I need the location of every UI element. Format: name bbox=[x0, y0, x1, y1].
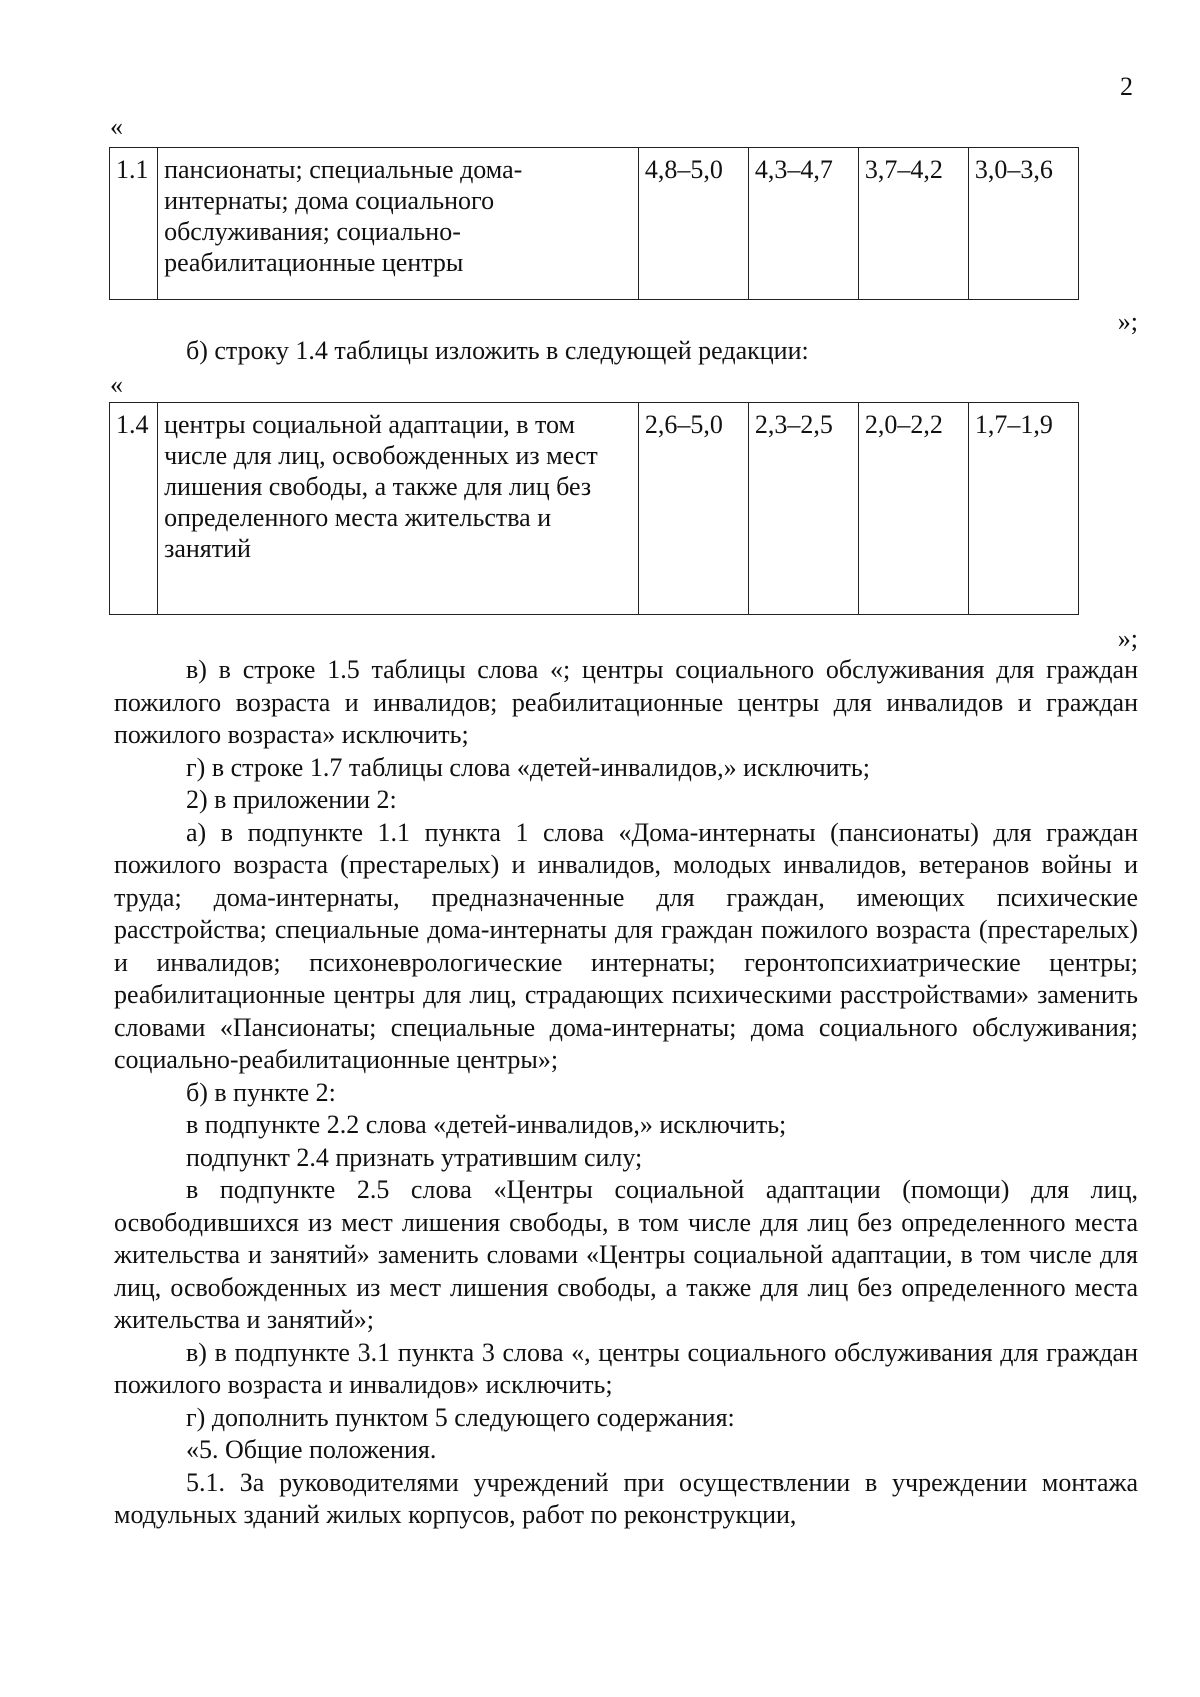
paragraph-b: б) в пункте 2: bbox=[186, 1077, 336, 1107]
paragraph-2-5: в подпункте 2.5 слова «Центры социальной адаптации (помощи) для лиц, освободившихся из мест лишения свободы, в том числе для лиц без определенного места жительства и занятий» заменить словами «Центры социальной адаптации, в том числе для лиц, освобожденных из мест лишения свободы, а также для лиц без определенного места жительства и занятий»; bbox=[114, 1175, 1138, 1334]
row-value-3: 2,0–2,2 bbox=[858, 403, 968, 615]
paragraph-5-1: 5.1. За руководителями учреждений при осуществлении в учреждении монтажа модульных зданий жилых корпусов, работ по реконструкции, bbox=[114, 1467, 1138, 1529]
body-text bbox=[114, 654, 1138, 1532]
paragraph-g-1: г) в строке 1.7 таблицы слова «детей-инвалидов,» исключить; bbox=[186, 752, 870, 782]
paragraph-v-2: в) в подпункте 3.1 пункта 3 слова «, центры социального обслуживания для граждан пожилого возраста и инвалидов» исключить; bbox=[114, 1337, 1138, 1399]
row-value-2: 2,3–2,5 bbox=[748, 403, 858, 615]
row-number: 1.4 bbox=[110, 403, 158, 615]
paragraph-section-5: «5. Общие положения. bbox=[186, 1435, 437, 1464]
open-quote-1: « bbox=[110, 112, 123, 141]
paragraph-g-2: г) дополнить пунктом 5 следующего содержания: bbox=[186, 1402, 735, 1432]
paragraph-2-4: подпункт 2.4 признать утратившим силу; bbox=[186, 1142, 643, 1172]
row-value-1: 4,8–5,0 bbox=[638, 148, 748, 300]
intro-paragraph-b: б) строку 1.4 таблицы изложить в следующей редакции: bbox=[186, 336, 809, 365]
paragraph-v-1: в) в строке 1.5 таблицы слова «; центры социального обслуживания для граждан пожилого возраста и инвалидов; реабилитационные центры для инвалидов и граждан пожилого возраста» исключить; bbox=[114, 655, 1138, 749]
open-quote-2: « bbox=[110, 370, 123, 399]
paragraph-appendix-2: 2) в приложении 2: bbox=[186, 785, 397, 814]
close-quote-2: »; bbox=[1117, 624, 1138, 653]
paragraph-2-2: в подпункте 2.2 слова «детей-инвалидов,» исключить; bbox=[186, 1110, 787, 1139]
amendment-table-1 bbox=[109, 147, 1079, 300]
row-value-3: 3,7–4,2 bbox=[858, 148, 968, 300]
row-value-4: 1,7–1,9 bbox=[968, 403, 1078, 615]
row-name: центры социальной адаптации, в том числе для лиц, освобожденных из мест лишения свободы, а также для лиц без определенного места жительства и занятий bbox=[158, 403, 639, 615]
paragraph-a: а) в подпункте 1.1 пункта 1 слова «Дома-интернаты (пансионаты) для граждан пожилого возраста (престарелых) и инвалидов, молодых инвалидов, ветеранов войны и труда; дома-интернаты, предназначенные для граждан, имеющих психические расстройства; специальные дома-интернаты для граждан пожилого возраста (престарелых) и инвалидов; психоневрологические интернаты; геронтопсихиатрические центры; реабилитационные центры для лиц, страдающих психическими расстройствами» заменить словами «Пансионаты; специальные дома-интернаты; дома социального обслуживания; социально-реабилитационные центры»; bbox=[114, 817, 1138, 1074]
close-quote-1: »; bbox=[1117, 307, 1138, 336]
amendment-table-2 bbox=[109, 402, 1079, 615]
row-value-1: 2,6–5,0 bbox=[638, 403, 748, 615]
page-number: 2 bbox=[1120, 72, 1133, 101]
row-value-4: 3,0–3,6 bbox=[968, 148, 1078, 300]
table-row bbox=[110, 148, 1079, 300]
row-number: 1.1 bbox=[110, 148, 158, 300]
row-value-2: 4,3–4,7 bbox=[748, 148, 858, 300]
table-row bbox=[110, 403, 1079, 615]
row-name: пансионаты; специальные дома-интернаты; дома социального обслуживания; социально-реабилитационные центры bbox=[158, 148, 639, 300]
